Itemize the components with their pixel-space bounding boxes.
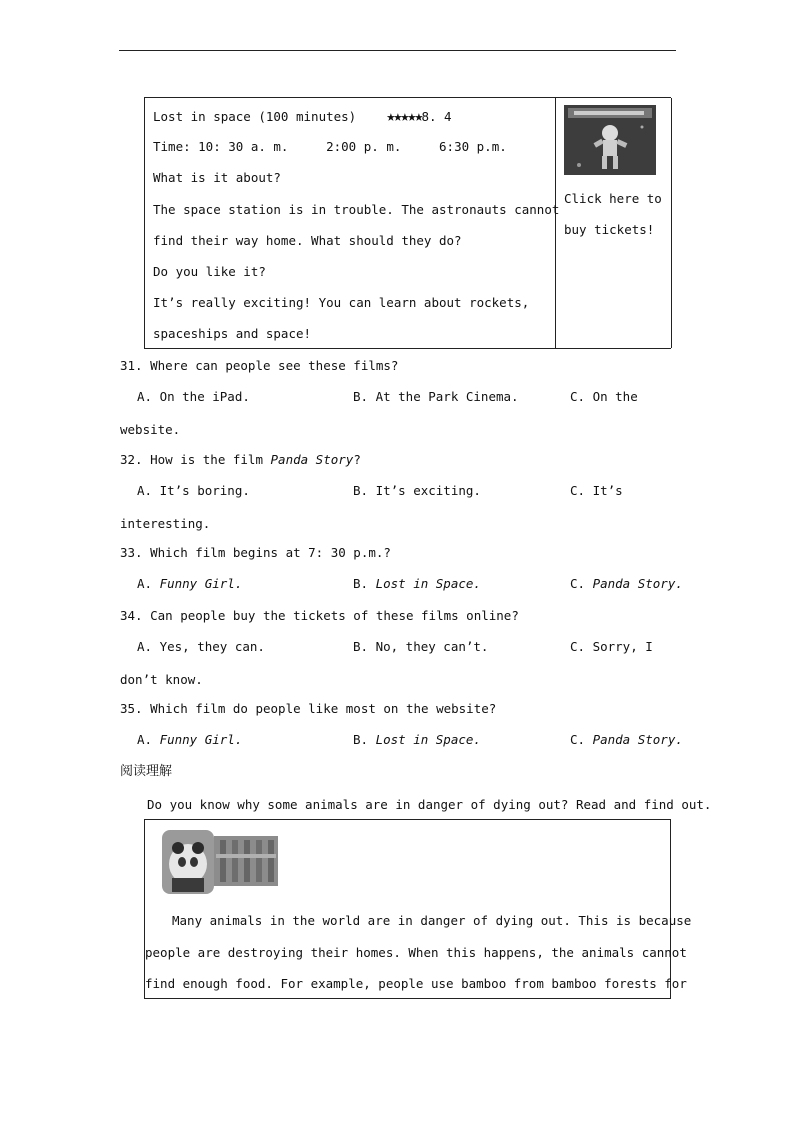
like-text-1: It’s really exciting! You can learn about rockets, (153, 295, 530, 310)
about-text-1: The space station is in trouble. The astronauts cannot (153, 202, 560, 217)
rating-stars: ★★★★★ (386, 107, 422, 125)
q33-option-c: C. Panda Story. (570, 576, 683, 591)
q33-option-a: A. Funny Girl. (137, 576, 243, 591)
question-31: 31. Where can people see these films? (120, 358, 399, 373)
question-34: 34. Can people buy the tickets of these films online? (120, 608, 519, 623)
box-right-edge (671, 98, 672, 348)
q32-option-c: C. It’s (570, 483, 623, 498)
q31-option-c: C. On the (570, 389, 638, 404)
film-poster-image (564, 105, 656, 175)
tickets-link-line-2[interactable]: buy tickets! (564, 222, 655, 237)
film-title: Lost in space (100 minutes) (153, 109, 357, 124)
showtimes (153, 139, 507, 155)
showtime-1: Time: 10: 30 a. m. (153, 139, 289, 154)
q32-text: 32. How is the film (120, 452, 271, 467)
q34-option-c: C. Sorry, I (570, 639, 653, 654)
q34-option-b: B. No, they can’t. (353, 639, 489, 654)
showtime-2: 2:00 p. m. (326, 139, 402, 154)
tickets-link-line-1[interactable]: Click here to (564, 191, 662, 206)
reading-intro: Do you know why some animals are in danger of dying out? Read and find out. (147, 797, 712, 812)
q32-option-b: B. It’s exciting. (353, 483, 481, 498)
question-33: 33. Which film begins at 7: 30 p.m.? (120, 545, 391, 560)
q34-option-c-wrap: don’t know. (120, 672, 203, 687)
box-divider (555, 98, 556, 348)
like-text-2: spaceships and space! (153, 326, 312, 341)
q31-option-b: B. At the Park Cinema. (353, 389, 519, 404)
q35-option-c: C. Panda Story. (570, 732, 683, 747)
q34-option-a: A. Yes, they can. (137, 639, 265, 654)
passage-line-1: Many animals in the world are in danger of dying out. This is because (172, 913, 692, 928)
q31-option-c-wrap: website. (120, 422, 181, 437)
q33-option-b: B. Lost in Space. (353, 576, 481, 591)
passage-line-3: find enough food. For example, people use bamboo from bamboo forests for (145, 976, 687, 991)
animal-photos-image (162, 828, 278, 896)
header-rule (119, 50, 676, 51)
q31-option-a: A. On the iPad. (137, 389, 250, 404)
q32-option-c-wrap: interesting. (120, 516, 211, 531)
about-text-2: find their way home. What should they do? (153, 233, 462, 248)
q32-option-a: A. It’s boring. (137, 483, 250, 498)
rating-value: 8. 4 (421, 109, 452, 124)
section-heading: 阅读理解 (120, 764, 173, 779)
question-32 (120, 452, 361, 468)
q35-option-b: B. Lost in Space. (353, 732, 481, 747)
passage-line-2: people are destroying their homes. When this happens, the animals cannot (145, 945, 687, 960)
q32-mark: ? (353, 452, 361, 467)
q35-option-a: A. Funny Girl. (137, 732, 243, 747)
q32-film-name: Panda Story (270, 452, 354, 467)
question-like: Do you like it? (153, 264, 266, 279)
film-title-line (153, 108, 452, 125)
showtime-3: 6:30 p.m. (439, 139, 507, 154)
question-35: 35. Which film do people like most on the website? (120, 701, 497, 716)
question-about: What is it about? (153, 170, 281, 185)
